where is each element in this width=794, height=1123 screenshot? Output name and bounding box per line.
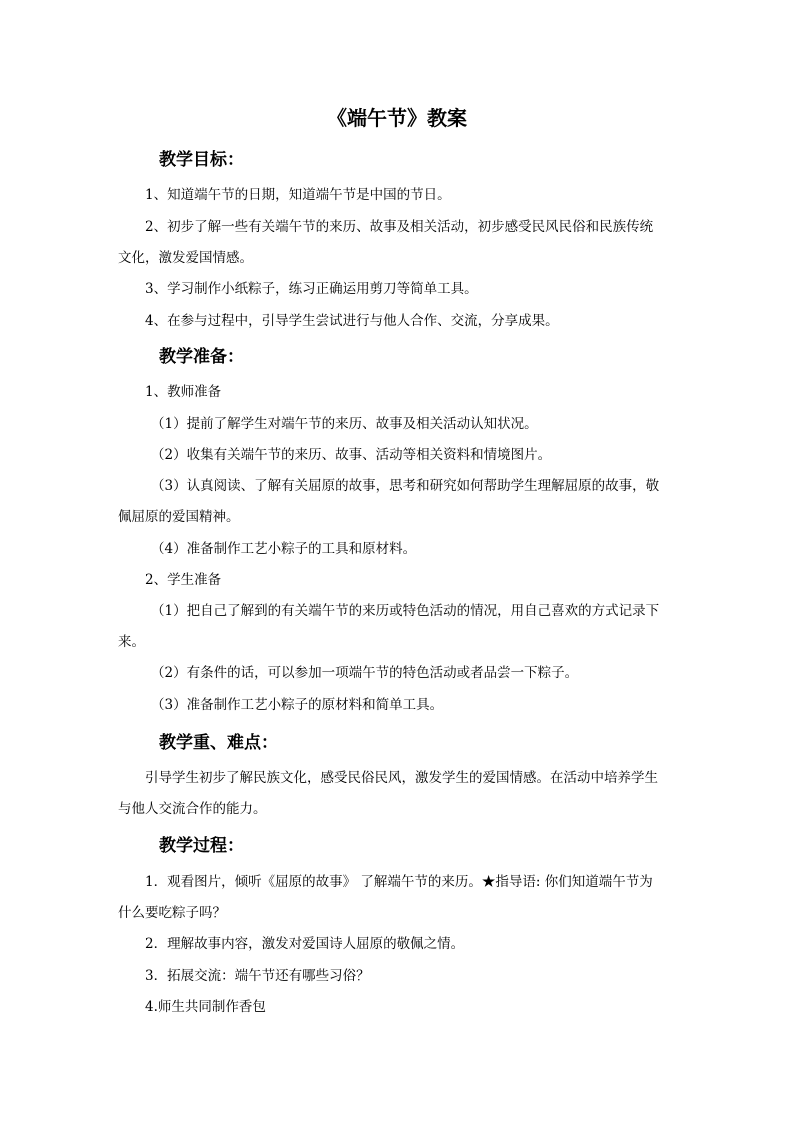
process-item: 3．拓展交流：端午节还有哪些习俗？ <box>145 968 370 984</box>
prep-item: 2、学生准备 <box>145 572 222 588</box>
process-item: 2．理解故事内容，激发对爱国诗人屈原的敬佩之情。 <box>145 936 465 952</box>
prep-item: （1）把自己了解到的有关端午节的来历或特色活动的情况，用自己喜欢的方式记录下 <box>151 603 660 619</box>
heading-key-points: 教学重、难点： <box>159 733 278 753</box>
goal-item: 4、在参与过程中，引导学生尝试进行与他人合作、交流，分享成果。 <box>145 313 559 329</box>
prep-item-continued: 佩屈原的爱国精神。 <box>118 509 240 525</box>
goal-item: 1、知道端午节的日期，知道端午节是中国的节日。 <box>145 187 451 203</box>
heading-prep: 教学准备： <box>159 347 244 367</box>
goal-item: 3、学习制作小纸粽子，练习正确运用剪刀等简单工具。 <box>145 281 478 297</box>
prep-item: （2）有条件的话，可以参加一项端午节的特色活动或者品尝一下粽子。 <box>151 665 579 681</box>
prep-item: （3）准备制作工艺小粽子的原材料和简单工具。 <box>151 697 444 713</box>
prep-item: （4）准备制作工艺小粽子的工具和原材料。 <box>151 541 417 557</box>
prep-item-continued: 来。 <box>118 634 145 650</box>
process-item: 1．观看图片，倾听《屈原的故事》 了解端午节的来历。★指导语: 你们知道端午节为 <box>145 874 653 890</box>
key-paragraph: 引导学生初步了解民族文化，感受民俗民风，激发学生的爱国情感。在活动中培养学生 <box>145 770 658 786</box>
prep-item: 1、教师准备 <box>145 384 222 400</box>
goal-item: 2、初步了解一些有关端午节的来历、故事及相关活动，初步感受民风民俗和民族传统 <box>145 219 654 235</box>
heading-process: 教学过程： <box>159 836 244 856</box>
key-paragraph-continued: 与他人交流合作的能力。 <box>118 801 267 817</box>
prep-item: （2）收集有关端午节的来历、故事、活动等相关资料和情境图片。 <box>151 447 552 463</box>
process-item-continued: 什么要吃粽子吗？ <box>118 905 226 921</box>
goal-item-continued: 文化，激发爱国情感。 <box>118 250 253 266</box>
prep-item: （1）提前了解学生对端午节的来历、故事及相关活动认知状况。 <box>151 416 538 432</box>
process-item: 4.师生共同制作香包 <box>145 999 266 1015</box>
heading-goals: 教学目标： <box>159 150 244 170</box>
prep-item: （3）认真阅读、了解有关屈原的故事，思考和研究如何帮助学生理解屈原的故事，敬 <box>151 478 660 494</box>
page-title: 《端午节》教案 <box>327 106 467 130</box>
